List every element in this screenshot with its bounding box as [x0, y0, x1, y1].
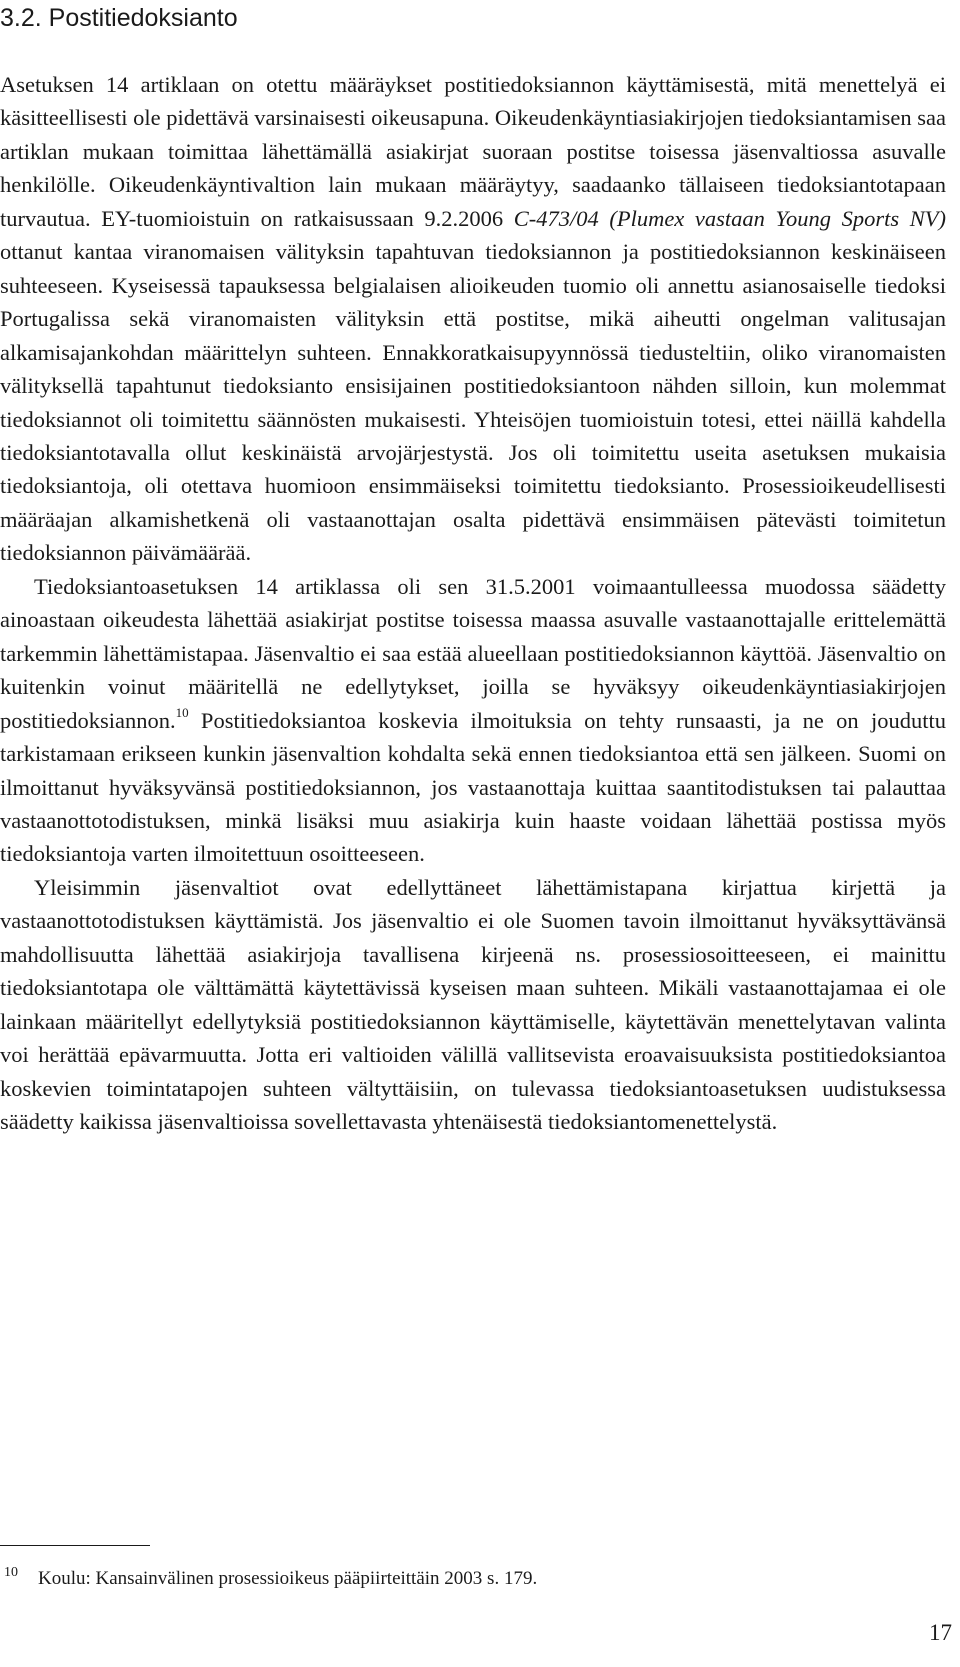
footnote-divider	[0, 1545, 150, 1546]
paragraph-text: ottanut kantaa viranomaisen välityksin tapahtuvan tiedoksiannon ja postitiedoksiannon keskinäiseen suhteeseen. Kyseisessä tapauksessa belgialaisen alioikeuden tuomio oli annettu asianosaiselle tiedoksi Portugalissa sekä viranomaisten välityksin että postitse, mikä aiheutti ongelman valitusajan alkamisajankohdan määrittelyn suhteen. Ennakkoratkaisupyynnössä tiedusteltiin, oliko viranomaisten välityksellä tapahtunut tiedoksianto ensisijainen postitiedoksiantoon nähden silloin, kun molemmat tiedoksiannot oli toimitettu säännösten mukaisesti. Yhteisöjen tuomioistuin totesi, ettei näillä kahdella tiedoksiantotavalla ollut keskinäistä arvojärjestystä. Jos oli toimitettu useita asetuksen mukaisia tiedoksiantoja, oli otettava huomioon ensimmäiseksi toimitettu tiedoksianto. Prosessioikeudellisesti määräajan alkamishetkenä oli vastaanottajan osalta pidettävä ensimmäisen pätevästi toimitetun tiedoksiannon päivämäärää.	[0, 239, 946, 566]
case-citation: C-473/04 (Plumex vastaan Young Sports NV)	[513, 205, 946, 231]
page-number: 17	[929, 1620, 952, 1645]
paragraph	[0, 871, 946, 1139]
body-text	[0, 68, 946, 1139]
footnote-number: 10	[4, 1565, 18, 1580]
paragraph-text: Asetuksen 14 artiklaan on otettu määräykset postitiedoksiannon käyttämisestä, mitä menettelyä ei käsitteellisesti ole pidettävä varsinaisesti oikeusapuna. Oikeudenkäyntiasiakirjojen tiedoksiantamisen saa artiklan mukaan toimittaa lähettämällä asiakirjat suoraan postitse toisessa jäsenvaltiossa asuvalle henkilölle. Oikeudenkäyntivaltion lain mukaan määräytyy, saadaanko tällaiseen tiedoksiantotapaan turvautua. EY-tuomioistuin on ratkaisussaan 9.2.2006	[0, 72, 946, 231]
paragraph	[0, 570, 946, 871]
paragraph-text: Yleisimmin jäsenvaltiot ovat edellyttäneet lähettämistapana kirjattua kirjettä ja vastaanottotodistuksen käyttämistä. Jos jäsenvaltio ei ole Suomen tavoin ilmoittanut hyväksyttävänsä mahdollisuutta lähettää asiakirjoja tavallisena kirjeenä ns. prosessiosoitteeseen, ei mainittu tiedoksiantotapa ole välttämättä käytettävissä kyseisen maan suhteen. Mikäli vastaanottajamaa ei ole lainkaan määritellyt edellytyksiä postitiedoksiannon käyttämiselle, käytettävän menettelytavan valinta voi herättää epävarmuutta. Jotta eri valtioiden välillä vallitsevista eroavaisuuksista postitiedoksiantoa koskevien toimintatapojen suhteen vältyttäisiin, on tulevassa tiedoksiantoasetuksen uudistuksessa säädetty kaikissa jäsenvaltioissa sovellettavasta yhtenäisestä tiedoksiantomenettelystä.	[0, 874, 946, 1135]
footnote-text: Koulu: Kansainvälinen prosessioikeus pääpiirteittäin 2003 s. 179.	[38, 1568, 538, 1589]
paragraph-text: Postitiedoksiantoa koskevia ilmoituksia on tehty runsaasti, ja ne on jouduttu tarkistamaan erikseen kunkin jäsenvaltion kohdalta sekä ennen tiedoksiantoa että sen jälkeen. Suomi on ilmoittanut hyväksyvänsä postitiedoksiannon, jos vastaanottaja kuittaa saantitodistuksen tai palauttaa vastaanottotodistuksen, minkä lisäksi muu asiakirja kuin haaste voidaan lähettää postissa myös tiedoksiantoja varten ilmoitettuun osoitteeseen.	[0, 707, 946, 867]
section-heading: 3.2. Postitiedoksianto	[0, 4, 238, 32]
footnote-reference: 10	[175, 705, 189, 721]
paragraph-text: Tiedoksiantoasetuksen 14 artiklassa oli sen 31.5.2001 voimaantulleessa muodossa säädetty ainoastaan oikeudesta lähettää asiakirjat postitse toisessa maassa asuvalle vastaanottajalle erittelemättä tarkemmin lähettämistapaa. Jäsenvaltio ei saa estää alueellaan postitiedoksiannon käyttöä. Jäsenvaltio on kuitenkin voinut määritellä ne edellytykset, joilla se hyväksyy oikeudenkäyntiasiakirjojen postitiedoksiannon.	[0, 573, 946, 733]
paragraph	[0, 68, 946, 570]
